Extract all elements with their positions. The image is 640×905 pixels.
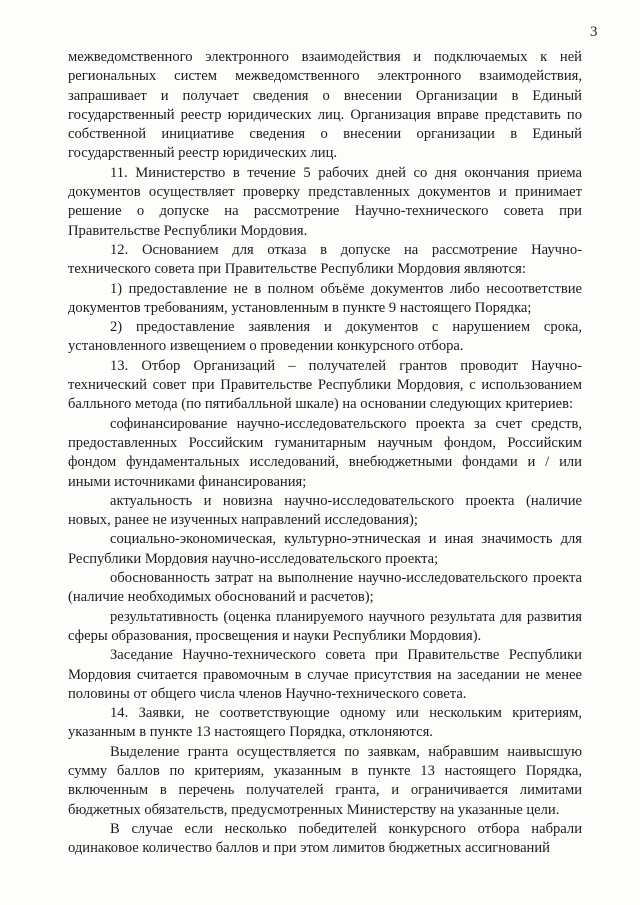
paragraph-criterion-significance: социально-экономическая, культурно-этническая и иная значимость для Республики Мордовия научно-исследовательского проекта;: [68, 531, 582, 567]
paragraph-council-quorum: Заседание Научно-технического совета при Правительстве Республики Мордовия считается правомочным в случае присутствия на заседании не менее половины от общего числа членов Научно-технического совета.: [68, 647, 582, 702]
paragraph-item-14: 14. Заявки, не соответствующие одному или нескольким критериям, указанным в пункте 13 настоящего Порядка, отклоняются.: [68, 705, 582, 741]
page-number: 3: [590, 24, 598, 40]
paragraph-criterion-cost-justification: обоснованность затрат на выполнение научно-исследовательского проекта (наличие необходимых обоснований и расчетов);: [68, 570, 582, 606]
paragraph-item-12-reason-1: 1) предоставление не в полном объёме документов либо несоответствие документов требованиям, установленным в пункте 9 настоящего Порядка;: [68, 280, 582, 316]
paragraph-item-11: 11. Министерство в течение 5 рабочих дней со дня окончания приема документов осуществляет проверку представленных документов и принимает решение о допуске на рассмотрение Научно-технического совета при Правительстве Республики Мордовия.: [68, 164, 582, 239]
paragraph-tie-case: В случае если несколько победителей конкурсного отбора набрали одинаковое количество баллов и при этом лимитов бюджетных ассигнований: [68, 820, 582, 857]
paragraph-item-12-reason-2: 2) предоставление заявления и документов с нарушением срока, установленного извещением о проведении конкурсного отбора.: [68, 319, 582, 355]
paragraph-continuation: межведомственного электронного взаимодействия и подключаемых к ней региональных систем межведомственного электронного взаимодействия, запрашивает и получает сведения о внесении Организации в Единый государственный реестр юридических лиц. Организация вправе представить по собственной инициативе сведения о внесении организации в Единый государственный реестр юридических лиц.: [68, 49, 582, 162]
paragraph-item-13: 13. Отбор Организаций – получателей грантов проводит Научно-технический совет при Правительстве Республики Мордовия, с использованием балльного метода (по пятибалльной шкале) на основании следующих критериев:: [68, 357, 582, 413]
document-body: [68, 48, 582, 858]
paragraph-grant-allocation: Выделение гранта осуществляется по заявкам, набравшим наивысшую сумму баллов по критериям, указанным в пункте 13 настоящего Порядка, включенным в перечень получателей гранта, и ограничивается лимитами бюджетных обязательств, предусмотренных Министерству на указанные цели.: [68, 743, 582, 818]
paragraph-criterion-cofinancing: софинансирование научно-исследовательского проекта за счет средств, предоставленных Российским гуманитарным научным фондом, Российским фондом фундаментальных исследований, внебюджетными фондами и / или иными источниками финансирования;: [68, 415, 582, 490]
paragraph-item-12: 12. Основанием для отказа в допуске на рассмотрение Научно-технического совета при Правительстве Республики Мордовия являются:: [68, 241, 582, 278]
paragraph-criterion-effectiveness: результативность (оценка планируемого научного результата для развития сферы образования, просвещения и науки Республики Мордовия).: [68, 608, 582, 644]
paragraph-criterion-novelty: актуальность и новизна научно-исследовательского проекта (наличие новых, ранее не изученных направлений исследования);: [68, 492, 582, 529]
